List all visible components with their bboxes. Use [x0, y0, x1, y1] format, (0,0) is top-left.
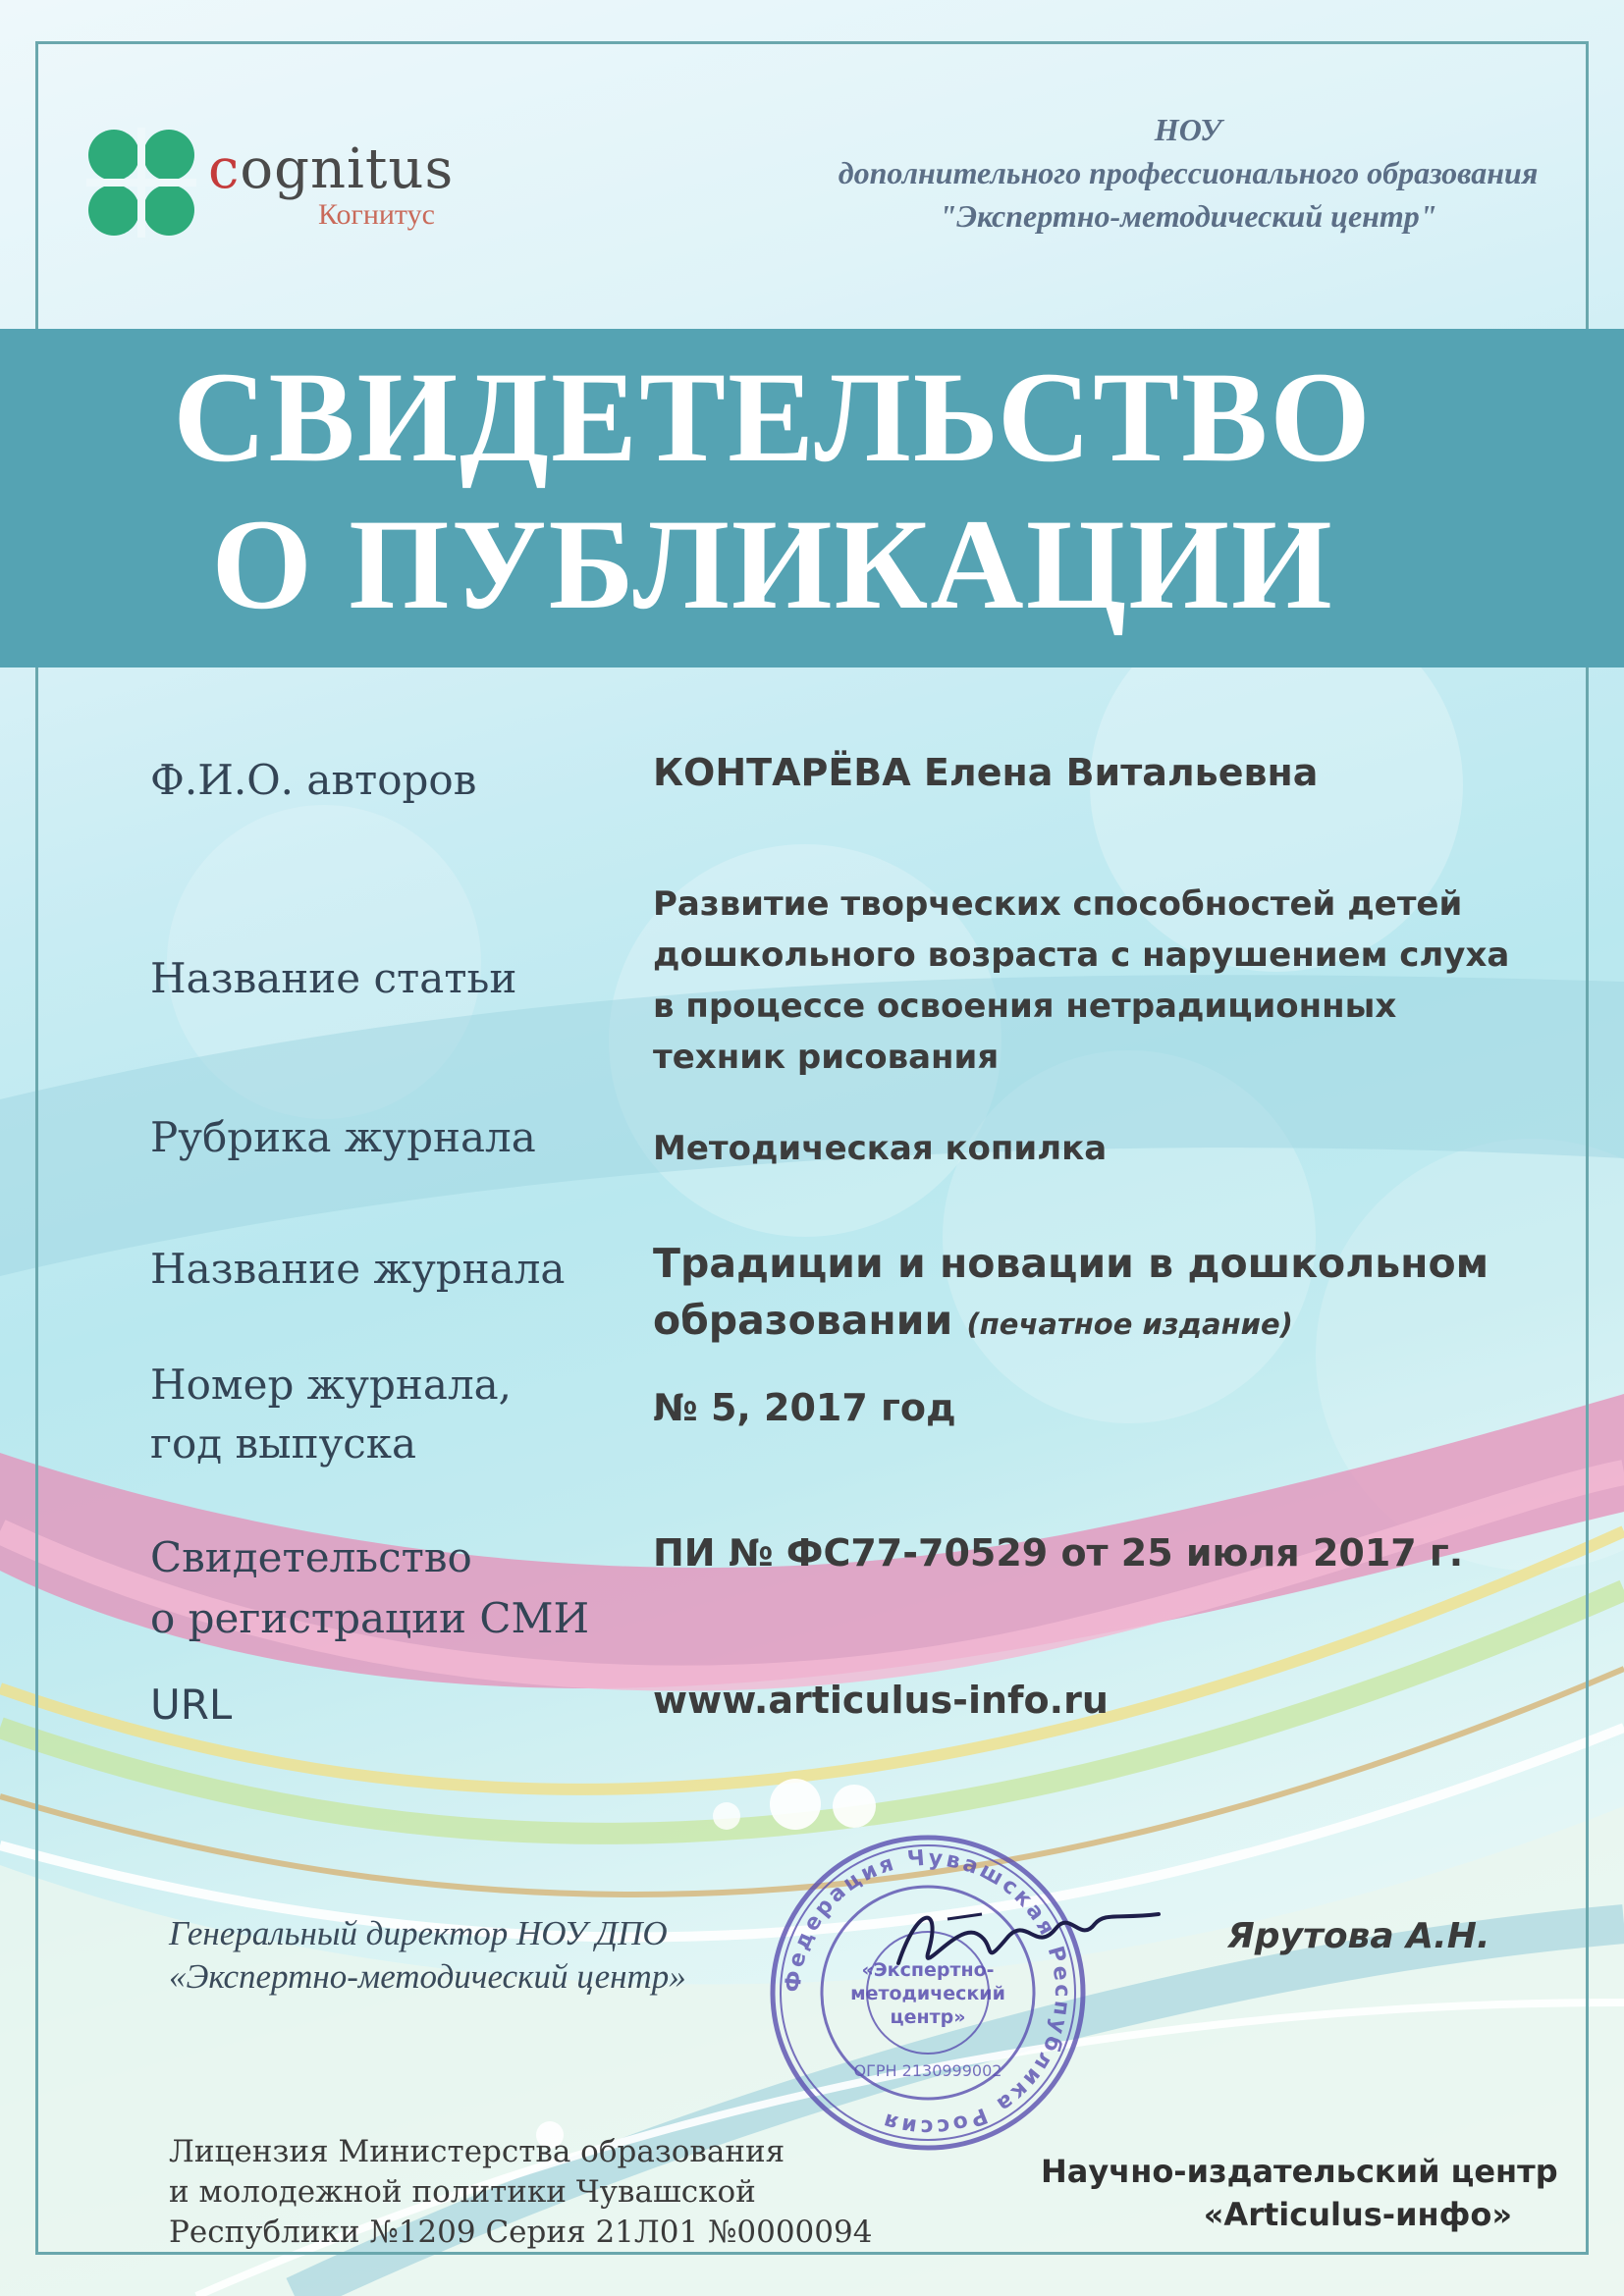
logo-wordmark: cognitus — [208, 137, 455, 201]
registration-label-line-1: Свидетельство — [150, 1533, 472, 1581]
title-line-2: О ПУБЛИКАЦИИ — [211, 492, 1334, 636]
official-stamp — [766, 1831, 1090, 2155]
journal-value: Традиции и новации в дошкольном образовании (печатное издание) — [653, 1240, 1489, 1344]
stamp-center-line-1: «Экспертно- — [861, 1959, 995, 1981]
journal-label: Название журнала — [150, 1245, 566, 1293]
registration-value: ПИ № ФС77-70529 от 25 июля 2017 г. — [653, 1531, 1464, 1575]
stamp-outer-text: Федерация Чувашская Республика Россия — [781, 1845, 1075, 2140]
stamp-ogrn: ОГРН 2130999002 — [853, 2061, 1002, 2080]
stamp-center-line-3: центр» — [890, 2006, 966, 2028]
authors-label: Ф.И.О. авторов — [150, 756, 477, 804]
director-title: Генеральный директор НОУ ДПО «Экспертно-методический центр» — [169, 1914, 686, 1996]
url-value[interactable]: www.articulus-info.ru — [653, 1679, 1109, 1722]
issue-label-line-1: Номер журнала, — [150, 1361, 513, 1409]
handwritten-signature — [889, 1885, 1164, 1993]
journal-note: (печатное издание) — [966, 1308, 1293, 1341]
publisher-name: Научно-издательский центр «Articulus-инфо» — [1041, 2153, 1558, 2233]
rubric-value: Методическая копилка — [653, 1129, 1108, 1168]
stamp-center-line-2: методический — [850, 1983, 1005, 2004]
url-label: URL — [150, 1681, 233, 1729]
registration-label-line-2: о регистрации СМИ — [150, 1594, 590, 1642]
issue-label-line-2: год выпуска — [150, 1419, 417, 1468]
signer-name: Ярутова А.Н. — [1227, 1916, 1490, 1956]
rubric-label: Рубрика журнала — [150, 1113, 536, 1161]
logo-subtitle: Когнитус — [318, 198, 435, 231]
issue-value: № 5, 2017 год — [653, 1386, 956, 1429]
article-value: Развитие творческих способностей детей дошкольного возраста с нарушением слуха в процессе освоения нетрадиционных техник рисования — [653, 884, 1510, 1077]
license-text: Лицензия Министерства образования и молодежной политики Чувашской Республики №1209 Серия 21Л01 №0000094 — [169, 2134, 873, 2250]
authors-value: КОНТАРЁВА Елена Витальевна — [653, 751, 1319, 794]
four-leaf-clover-icon — [86, 128, 196, 238]
organization-name: НОУ дополнительного профессионального образования "Экспертно-методический центр" — [838, 112, 1539, 234]
title-line-1: СВИДЕТЕЛЬСТВО — [173, 345, 1373, 489]
article-label: Название статьи — [150, 954, 517, 1002]
